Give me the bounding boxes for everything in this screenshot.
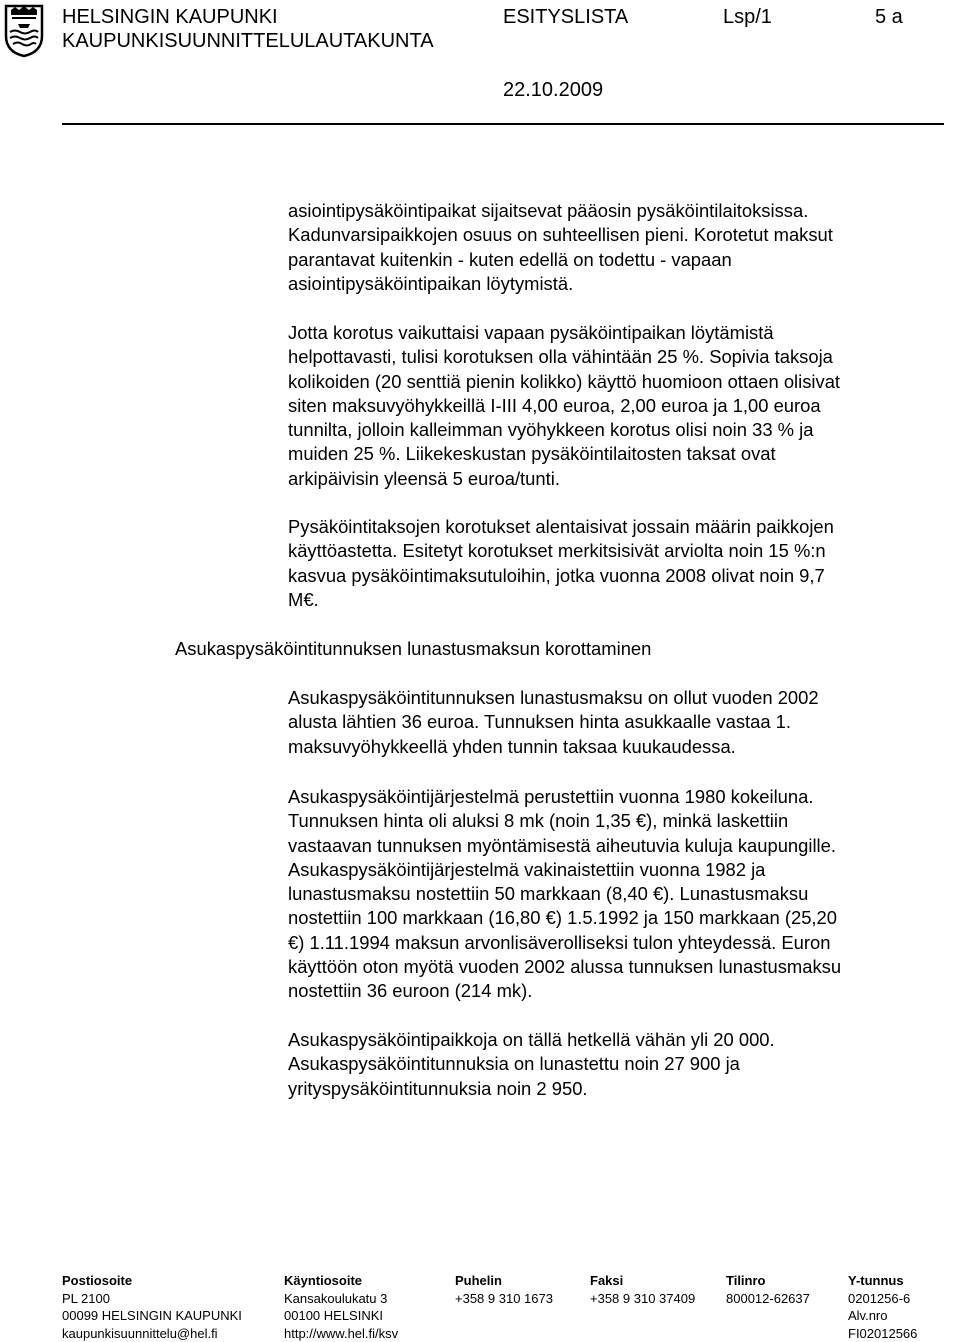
footer-fax: Faksi +358 9 310 37409 [590,1273,696,1306]
header-board: KAUPUNKISUUNNITTELULAUTAKUNTA [62,30,434,52]
header-date: 22.10.2009 [503,79,604,101]
body-paragraph: Pysäköintitaksojen korotukset alentaisivat jossain määrin paikkojen käyttöastetta. Esitetyt korotukset merkitsisivät arviolta noin 15 %:n kasvua pysäköintimaksutuloihin, jotka vuonna 2008 olivat noin 9,7 M€. [288,516,834,610]
footer-postal-address: Postiosoite PL 2100 00099 HELSINGIN KAUPUNKI kaupunkisuunnittelu@hel.fi [62,1273,242,1341]
header-doc-type: ESITYSLISTA [503,6,629,28]
body-paragraph: Asukaspysäköintitunnuksen lunastusmaksu on ollut vuoden 2002 alusta lähtien 36 euroa. Tunnuksen hinta asukkaalle vastaa 1. maksuvyöhykkeellä yhden tunnin taksaa kuukaudessa. [288,687,819,757]
helsinki-crest-logo [2,2,46,58]
footer-business-id: Y-tunnus 0201256-6 Alv.nro FI02012566 [848,1273,918,1341]
body-paragraph: Asukaspysäköintijärjestelmä perustettiin vuonna 1980 kokeiluna. Tunnuksen hinta oli aluksi 8 mk (noin 1,35 €), minkä laskettiin vastaavan tunnuksen myöntämisestä aiheutuvia kuluja kaupungille. Asukaspysäköintijärjestelmä vakinaistettiin vuonna 1982 ja lunastusmaksu nostettiin 50 markkaan (8,40 €). Lunastusmaksu nostettiin 100 markkaan (16,80 €) 1.5.1992 ja 150 markkaan (25,20 €) 1.11.1994 maksun arvonlisäverolliseksi tulon yhteydessä. Euron käyttöön oton myötä vuoden 2002 alussa tunnuksen lunastusmaksu nostettiin 36 euroon (214 mk). [288,786,842,1002]
footer-visiting-address: Käyntiosoite Kansakoulukatu 3 00100 HELSINKI http://www.hel.fi/ksv [284,1273,399,1341]
header-org: HELSINGIN KAUPUNKI [62,6,278,28]
body-paragraph: Asukaspysäköintipaikkoja on tällä hetkellä vähän yli 20 000. Asukaspysäköintitunnuksia on lunastettu noin 27 900 ja yrityspysäköintitunnuksia noin 2 950. [288,1029,775,1099]
header-page-ref: Lsp/1 [723,6,772,28]
footer-web-link[interactable]: http://www.hel.fi/ksv [284,1325,399,1341]
header-divider [62,123,944,125]
header-item: 5 a [875,6,903,28]
section-heading: Asukaspysäköintitunnuksen lunastusmaksun korottaminen [175,638,652,659]
body-paragraph: asiointipysäköintipaikat sijaitsevat pääosin pysäköintilaitoksissa. Kadunvarsipaikkojen osuus on suhteellisen pieni. Korotetut maksut parantavat kuitenkin - kuten edellä on todettu - vapaan asiointipysäköintipaikan löytymistä. [288,200,833,294]
footer-account: Tilinro 800012-62637 [726,1273,810,1306]
footer-email-link[interactable]: kaupunkisuunnittelu@hel.fi [62,1325,218,1341]
body-paragraph: Jotta korotus vaikuttaisi vapaan pysäköintipaikan löytämistä helpottavasti, tulisi korotuksen olla vähintään 25 %. Sopivia taksoja kolikoiden (20 senttiä pienin kolikko) käyttö huomioon ottaen olisivat siten maksuvyöhykkeillä I-III 4,00 euroa, 2,00 euroa ja 1,00 euroa tunnilta, jolloin kalleimman vyöhykkeen korotus olisi noin 33 % ja muiden 25 %. Liikekeskustan pysäköintilaitosten taksat ovat arkipäivisin yleensä 5 euroa/tunti. [288,322,841,489]
footer-phone: Puhelin +358 9 310 1673 [455,1273,553,1306]
